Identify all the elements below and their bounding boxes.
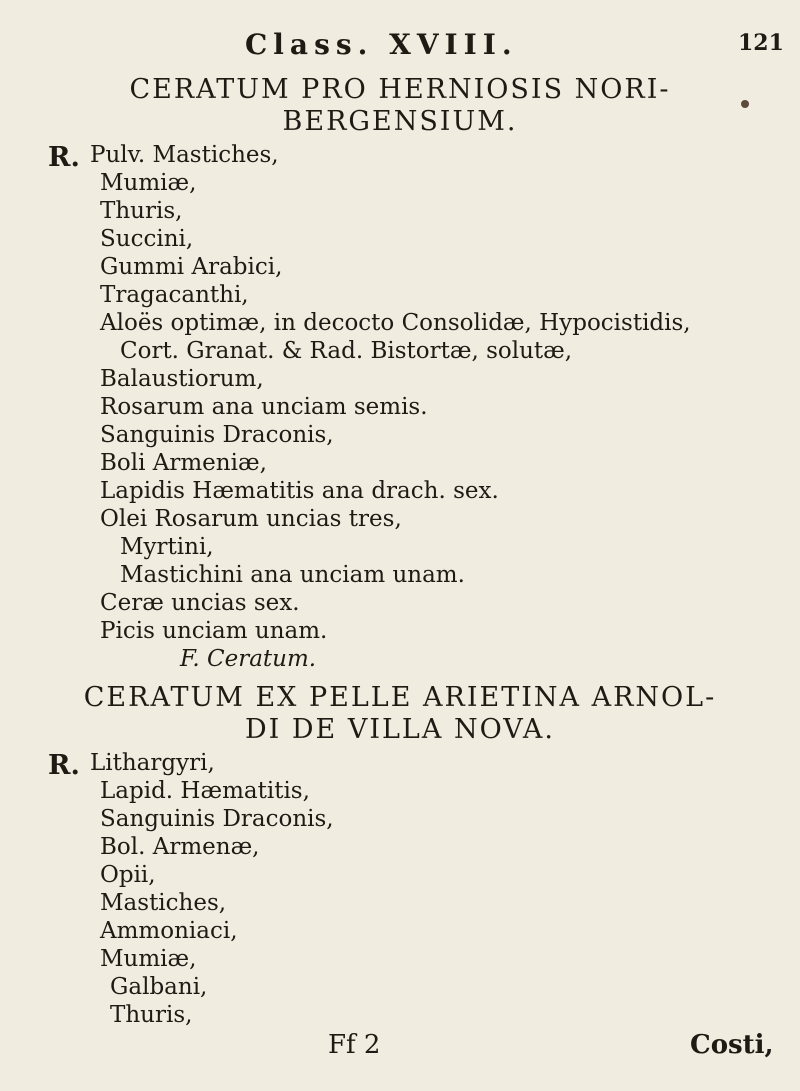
section1-title [40, 74, 760, 138]
ingredient-line: Tragacanthi, [100, 282, 249, 308]
ingredient-line: Mastiches, [100, 890, 227, 916]
ingredient-line: Gummi Arabici, [100, 254, 283, 280]
formula-closing: F. Ceratum. [180, 646, 317, 672]
ingredient-line: Lapidis Hæmatitis ana drach. sex. [100, 478, 499, 504]
ingredient-line: Lapid. Hæmatitis, [100, 778, 310, 804]
section2-title-line1: CERATUM EX PELLE ARIETINA ARNOL- [83, 682, 717, 713]
ingredient-line: Mastichini ana unciam unam. [120, 562, 465, 588]
ingredient-line: Rosarum ana unciam semis. [100, 394, 428, 420]
ingredient-line: Picis unciam unam. [100, 618, 328, 644]
ingredient-line: Myrtini, [120, 534, 214, 560]
running-header [0, 28, 800, 68]
section2-title-line2: DI DE VILLA NOVA. [245, 714, 555, 745]
recipe-marker: R. [48, 750, 80, 781]
ingredient-line: Boli Armeniæ, [100, 450, 267, 476]
ingredient-line: Mumiæ, [100, 170, 197, 196]
ingredient-line: Mumiæ, [100, 946, 197, 972]
class-heading: Class. XVIII. [245, 28, 518, 61]
ingredient-line: Galbani, [110, 974, 208, 1000]
ingredient-line: Ammoniaci, [100, 918, 238, 944]
page-number: 121 [738, 30, 784, 56]
catchword: Costi, [690, 1030, 774, 1060]
ingredient-line: Thuris, [100, 198, 183, 224]
ingredient-line: Opii, [100, 862, 156, 888]
ingredient-line: Bol. Armenæ, [100, 834, 260, 860]
ingredient-line: Aloës optimæ, in decocto Consolidæ, Hypocistidis, [100, 310, 691, 336]
ingredient-line: Thuris, [110, 1002, 193, 1028]
ingredient-line: Ceræ uncias sex. [100, 590, 300, 616]
section1-title-line1: CERATUM PRO HERNIOSIS NORI- [129, 74, 671, 105]
recipe-marker: R. [48, 142, 80, 173]
signature-mark: Ff 2 [328, 1030, 381, 1060]
ingredient-line: Balaustiorum, [100, 366, 264, 392]
ingredient-line: Succini, [100, 226, 194, 252]
ingredient-line: Pulv. Mastiches, [90, 142, 279, 168]
ingredient-line: Cort. Granat. & Rad. Bistortæ, solutæ, [120, 338, 573, 364]
ingredient-line: Olei Rosarum uncias tres, [100, 506, 402, 532]
section2-title [40, 682, 760, 746]
ingredient-line: Sanguinis Draconis, [100, 806, 334, 832]
ingredient-line: Lithargyri, [90, 750, 215, 776]
section1-title-line2: BERGENSIUM. [282, 106, 518, 137]
ingredient-line: Sanguinis Draconis, [100, 422, 334, 448]
